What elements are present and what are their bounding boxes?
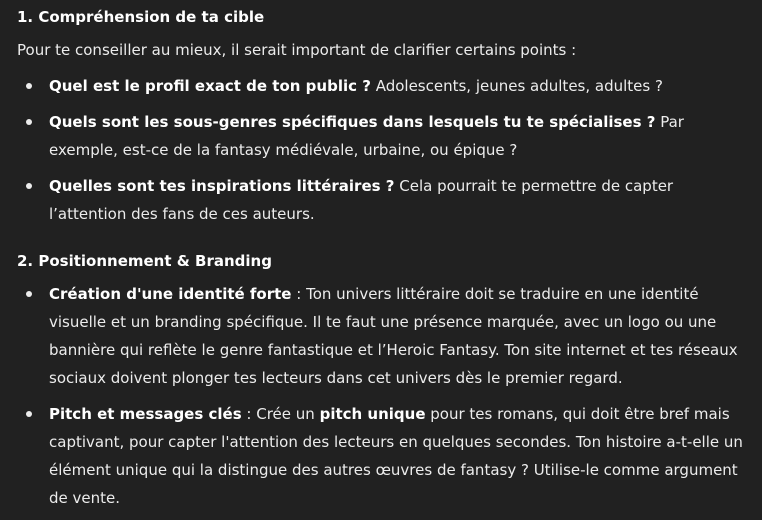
intro-paragraph: Pour te conseiller au mieux, il serait important de clarifier certains points : (17, 41, 577, 59)
list-item (17, 172, 755, 228)
list-item-bold: Quel est le profil exact de ton public ? (49, 77, 371, 95)
list-item-text: : Crée un (241, 405, 320, 423)
list-item (17, 72, 755, 100)
list-item-bold: Quelles sont tes inspirations littéraires ? (49, 177, 395, 195)
list-item (17, 108, 755, 164)
bullet-icon (26, 183, 32, 189)
list-item-text: Cela pourrait te permettre de capter l’attention des fans de ces auteurs. (49, 177, 674, 223)
bullet-icon (26, 119, 32, 125)
bullet-icon (26, 291, 32, 297)
list-item (17, 280, 755, 392)
list-item (17, 400, 755, 512)
list-item-bold: Création d'une identité forte (49, 285, 292, 303)
list-item-text: pour tes romans, qui doit être bref mais captivant, pour capter l'attention des lecteurs en quelques secondes. Ton histoire a-t-elle un élément unique qui la distingue des autres œuvres de fantasy ? Utilise-le comme argument de vente. (49, 405, 743, 507)
list-item-bold-inline: pitch unique (319, 405, 426, 423)
bullet-icon (26, 83, 32, 89)
bullet-icon (26, 411, 32, 417)
list-item-text: Par exemple, est-ce de la fantasy médiévale, urbaine, ou épique ? (49, 113, 684, 159)
bullet-list-branding (17, 280, 755, 520)
list-item-text: : Ton univers littéraire doit se traduire en une identité visuelle et un branding spécifique. Il te faut une présence marquée, avec un logo ou une bannière qui reflète le genre fantastique et l’Heroic Fantasy. Ton site internet et tes réseaux sociaux doivent plonger tes lecteurs dans cet univers dès le premier regard. (49, 285, 738, 387)
list-item-bold: Quels sont les sous-genres spécifiques dans lesquels tu te spécialises ? (49, 113, 656, 131)
list-item-bold: Pitch et messages clés (49, 405, 242, 423)
list-item-text: Adolescents, jeunes adultes, adultes ? (370, 77, 663, 95)
section-heading-positioning: 2. Positionnement & Branding (17, 252, 272, 270)
bullet-list-target (17, 72, 755, 236)
section-heading-comprehension: 1. Compréhension de ta cible (17, 8, 265, 26)
